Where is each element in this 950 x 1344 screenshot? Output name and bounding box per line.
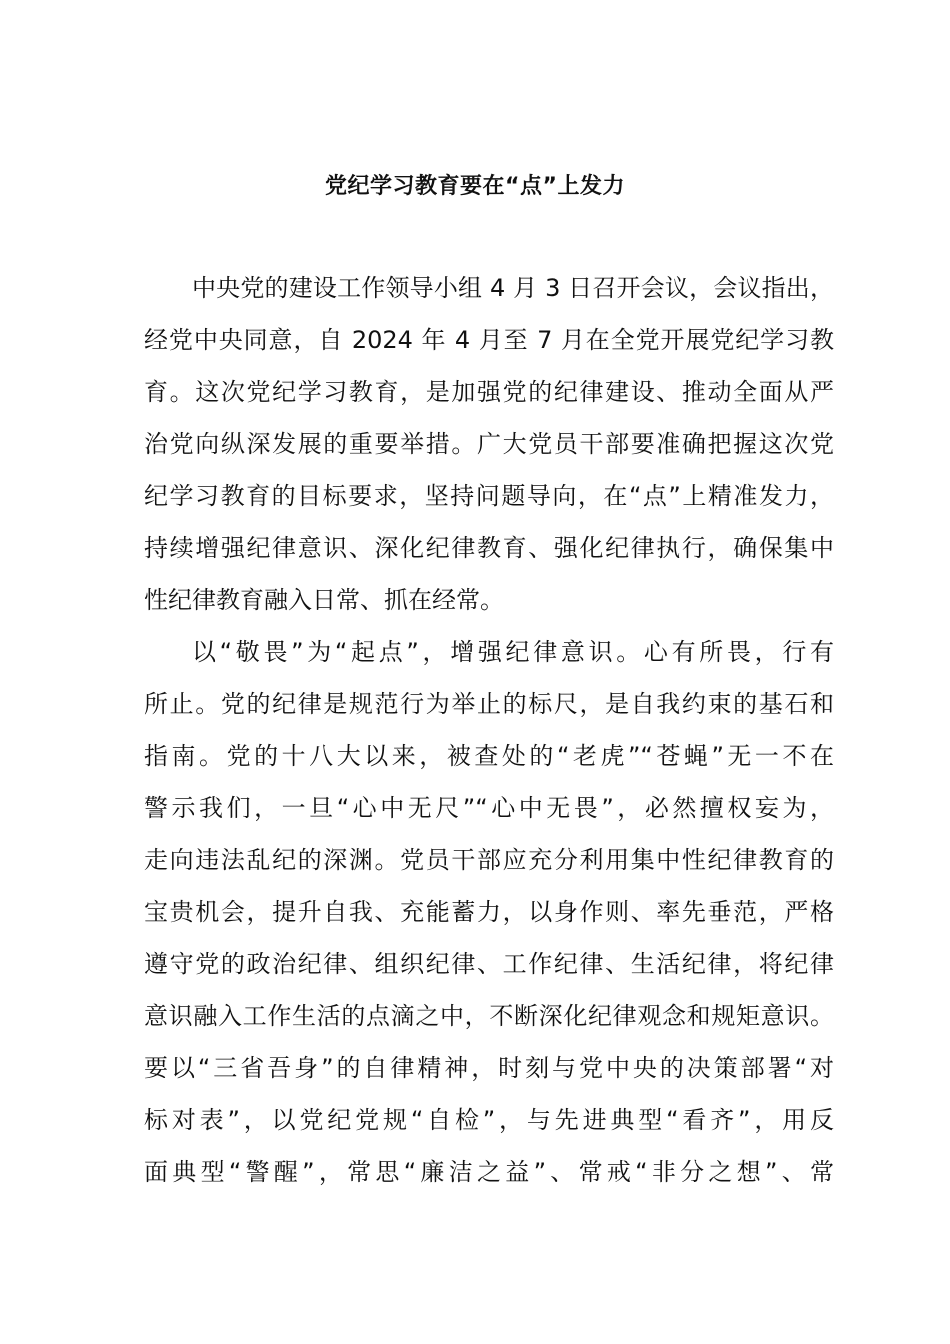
paragraph-line: 纪学习教育的目标要求，坚持问题导向，在“点”上精准发力， (144, 482, 834, 510)
document-body (144, 266, 834, 1202)
paragraph-line: 意识融入工作生活的点滴之中，不断深化纪律观念和规矩意识。 (144, 1002, 834, 1030)
paragraph-line: 经党中央同意，自 2024 年 4 月至 7 月在全党开展党纪学习教 (144, 326, 834, 354)
paragraph-line: 持续增强纪律意识、深化纪律教育、强化纪律执行，确保集中 (144, 534, 834, 562)
paragraph-line: 育。这次党纪学习教育，是加强党的纪律建设、推动全面从严 (144, 378, 834, 406)
paragraph-line: 以“敬畏”为“起点”，增强纪律意识。心有所畏，行有 (192, 638, 834, 666)
paragraph-line: 面典型“警醒”，常思“廉洁之益”、常戒“非分之想”、常 (144, 1158, 834, 1186)
paragraph-line: 中央党的建设工作领导小组 4 月 3 日召开会议，会议指出， (192, 274, 834, 302)
paragraph-line: 标对表”，以党纪党规“自检”，与先进典型“看齐”，用反 (144, 1106, 834, 1134)
paragraph-line: 要以“三省吾身”的自律精神，时刻与党中央的决策部署“对 (144, 1054, 834, 1082)
paragraph-line: 宝贵机会，提升自我、充能蓄力，以身作则、率先垂范，严格 (144, 898, 834, 926)
paragraph-line: 性纪律教育融入日常、抓在经常。 (144, 586, 504, 614)
document-title: 党纪学习教育要在“点”上发力 (325, 174, 625, 199)
paragraph-line: 走向违法乱纪的深渊。党员干部应充分利用集中性纪律教育的 (144, 846, 834, 874)
paragraph-line: 指南。党的十八大以来，被查处的“老虎”“苍蝇”无一不在 (144, 742, 834, 770)
paragraph-line: 治党向纵深发展的重要举措。广大党员干部要准确把握这次党 (144, 430, 834, 458)
paragraph-line: 警示我们，一旦“心中无尺”“心中无畏”，必然擅权妄为， (144, 794, 834, 822)
paragraph-line: 遵守党的政治纪律、组织纪律、工作纪律、生活纪律，将纪律 (144, 950, 834, 978)
paragraph-line: 所止。党的纪律是规范行为举止的标尺，是自我约束的基石和 (144, 690, 834, 718)
